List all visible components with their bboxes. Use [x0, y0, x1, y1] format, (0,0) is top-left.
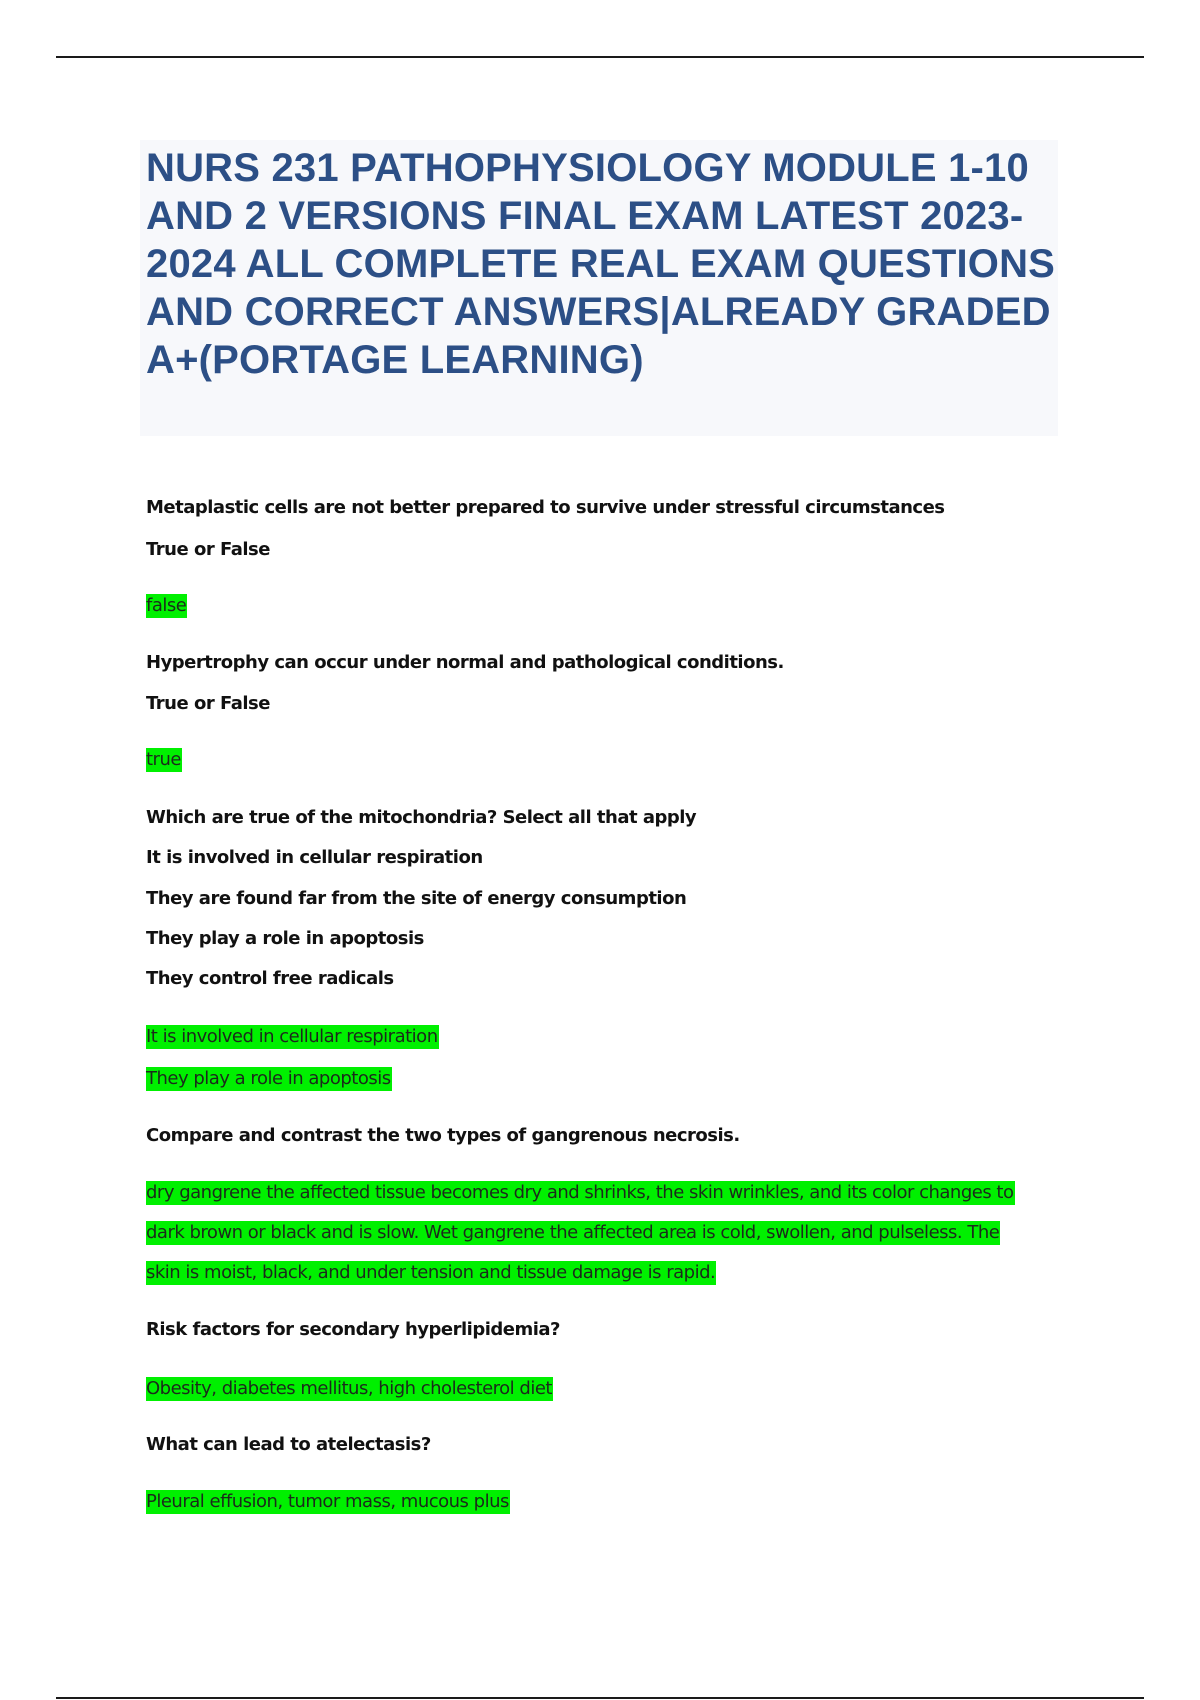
answer-4-line: dry gangrene the affected tissue becomes dry and shrinks, the skin wrinkles, and its color changes to	[146, 1182, 1014, 1203]
question-3: Which are true of the mitochondria? Select all that apply	[146, 807, 697, 828]
question-3-option: They control free radicals	[146, 968, 394, 989]
document-title: NURS 231 PATHOPHYSIOLOGY MODULE 1-10 AND 2 VERSIONS FINAL EXAM LATEST 2023-2024 ALL COMPLETE REAL EXAM QUESTIONS AND CORRECT ANSWERS|ALREADY GRADED A+(PORTAGE LEARNING)	[146, 146, 1056, 382]
answer-6: Pleural effusion, tumor mass, mucous plus	[146, 1491, 509, 1512]
top-rule	[56, 56, 1144, 58]
question-2-prompt: True or False	[146, 693, 270, 714]
answer-4-line: dark brown or black and is slow. Wet gangrene the affected area is cold, swollen, and pulseless. The	[146, 1222, 1000, 1243]
question-6: What can lead to atelectasis?	[146, 1434, 431, 1455]
answer-2: true	[146, 749, 181, 770]
question-3-option: It is involved in cellular respiration	[146, 847, 483, 868]
question-5: Risk factors for secondary hyperlipidemia?	[146, 1319, 560, 1340]
answer-4-line: skin is moist, black, and under tension and tissue damage is rapid.	[146, 1262, 716, 1283]
answer-1: false	[146, 595, 187, 616]
question-1-prompt: True or False	[146, 539, 270, 560]
question-2: Hypertrophy can occur under normal and pathological conditions.	[146, 652, 784, 673]
answer-5: Obesity, diabetes mellitus, high cholesterol diet	[146, 1378, 552, 1399]
question-1: Metaplastic cells are not better prepared to survive under stressful circumstances	[146, 497, 945, 518]
answer-3-item: It is involved in cellular respiration	[146, 1026, 438, 1047]
bottom-rule	[56, 1697, 1144, 1699]
question-3-option: They play a role in apoptosis	[146, 928, 424, 949]
question-3-option: They are found far from the site of energy consumption	[146, 888, 687, 909]
answer-3-item: They play a role in apoptosis	[146, 1068, 391, 1089]
question-4: Compare and contrast the two types of gangrenous necrosis.	[146, 1125, 740, 1146]
